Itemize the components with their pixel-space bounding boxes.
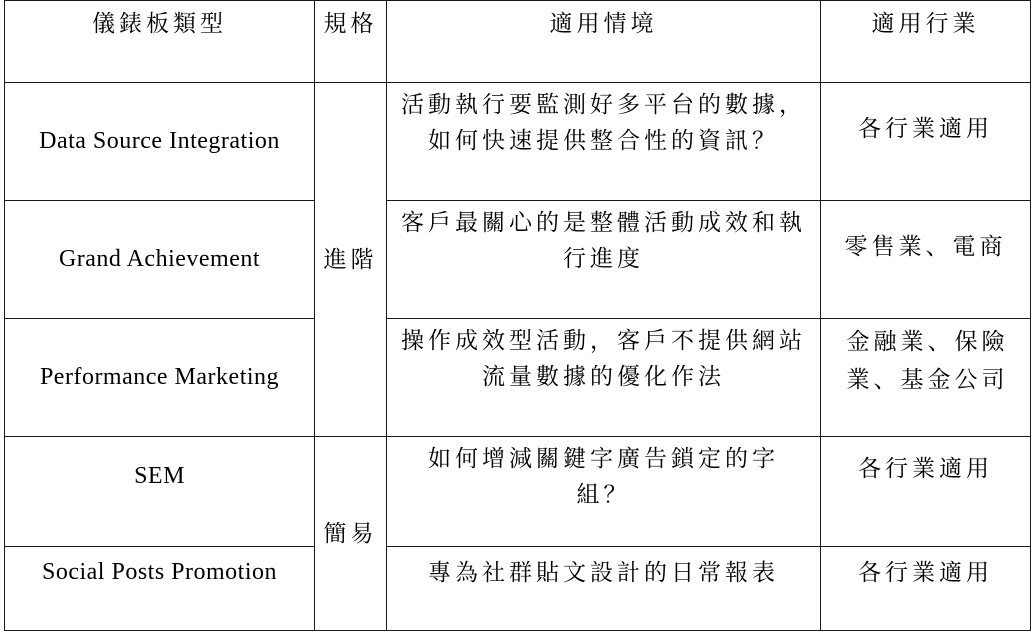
industry-cell: 零售業、電商 <box>821 201 1031 319</box>
dashboard-type-cell: Data Source Integration <box>5 83 315 201</box>
header-scenario: 適用情境 <box>387 1 821 83</box>
scenario-cell: 專為社群貼文設計的日常報表 <box>387 547 821 631</box>
dashboard-type-table <box>4 0 1031 631</box>
scenario-cell: 客戶最關心的是整體活動成效和執行進度 <box>387 201 821 319</box>
dashboard-type-cell: Performance Marketing <box>5 319 315 437</box>
industry-cell: 各行業適用 <box>821 83 1031 201</box>
scenario-cell: 如何增減關鍵字廣告鎖定的字組？ <box>387 437 821 547</box>
header-industry: 適用行業 <box>821 1 1031 83</box>
dashboard-type-cell: Grand Achievement <box>5 201 315 319</box>
header-row <box>5 1 1031 83</box>
table-row <box>5 547 1031 631</box>
table-row <box>5 319 1031 437</box>
header-type: 儀錶板類型 <box>5 1 315 83</box>
table-row <box>5 83 1031 201</box>
dashboard-type-cell: SEM <box>5 437 315 547</box>
scenario-cell: 操作成效型活動，客戶不提供網站流量數據的優化作法 <box>387 319 821 437</box>
spec-cell-advanced: 進階 <box>315 83 387 437</box>
table-row <box>5 201 1031 319</box>
table-row <box>5 437 1031 547</box>
industry-cell: 各行業適用 <box>821 437 1031 547</box>
spec-cell-simple: 簡易 <box>315 437 387 631</box>
header-spec: 規格 <box>315 1 387 83</box>
industry-cell: 金融業、保險業、基金公司 <box>821 319 1031 437</box>
scenario-cell: 活動執行要監測好多平台的數據，如何快速提供整合性的資訊？ <box>387 83 821 201</box>
industry-cell: 各行業適用 <box>821 547 1031 631</box>
dashboard-type-cell: Social Posts Promotion <box>5 547 315 631</box>
